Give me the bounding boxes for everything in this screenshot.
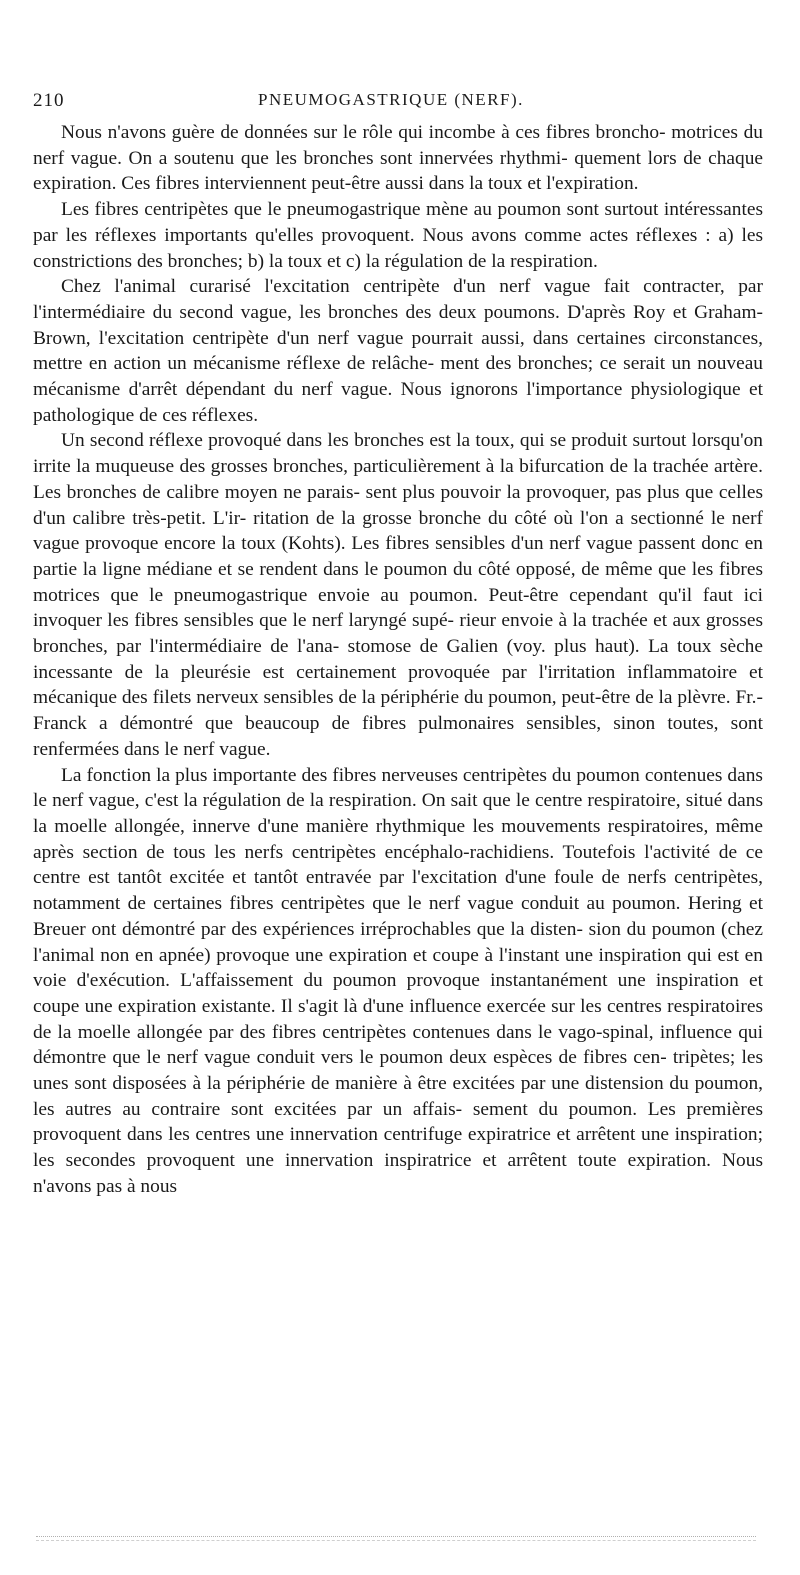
body-text bbox=[33, 120, 763, 1200]
text-line: le centre respiratoire, situé dans la moelle allongée, innerve d'une manière bbox=[33, 790, 763, 837]
text-line: ment des bronches; ce serait un nouveau mécanisme d'arrêt dépendant du nerf bbox=[33, 353, 763, 401]
text-line: sion du poumon (chez l'animal non en apnée) provoque une expiration et coupe bbox=[33, 918, 763, 966]
text-line: Chez l'animal curarisé l'excitation centripète d'un nerf vague fait contracter, bbox=[61, 276, 739, 298]
text-line: motrices du nerf vague. On a soutenu que les bronches sont innervées rhythmi- bbox=[33, 122, 763, 169]
text-line: Hering et Breuer ont démontré par des expériences irréprochables que la disten- bbox=[33, 893, 764, 940]
text-line: actes réflexes : a) les constrictions des bronches; b) la toux et c) la régulation bbox=[33, 224, 763, 272]
text-line: provoque instantanément une inspiration et coupe une expiration existante. Il bbox=[33, 970, 763, 1017]
text-line: notamment de certaines fibres centripètes que le nerf vague conduit au poumon. bbox=[33, 893, 688, 915]
text-line: la bifurcation de la trachée artère. Les bronches de calibre moyen ne parais- bbox=[33, 456, 763, 503]
text-line: vague. Nous ignorons l'importance physiologique et pathologique de ces bbox=[33, 379, 763, 426]
text-line: s'agit là d'une influence exercée sur les centres respiratoires de la moelle bbox=[33, 995, 763, 1043]
text-line: certainement provoquée par l'irritation inflammatoire et mécanique des filets bbox=[33, 661, 763, 709]
text-line: nerveux sensibles de la périphérie du poumon, peut-être de la plèvre. Fr.-Franck bbox=[33, 687, 763, 735]
text-line: innervation inspiratrice et arrêtent toute expiration. Nous n'avons pas à nous bbox=[33, 1150, 763, 1197]
text-line: que les fibres motrices que le pneumogastrique envoie au poumon. Peut-être bbox=[33, 558, 763, 606]
paragraph bbox=[33, 197, 763, 274]
text-line: de la respiration. bbox=[468, 250, 598, 272]
text-line: a démontré que beaucoup de fibres pulmonaires sensibles, sinon toutes, sont bbox=[98, 713, 763, 735]
text-line: sent plus pouvoir la provoquer, pas plus que celles d'un calibre très-petit. L'ir- bbox=[33, 481, 763, 529]
text-line: Roy et Graham-Brown, l'excitation centripète d'un nerf vague pourrait aussi, bbox=[33, 301, 764, 349]
document-page bbox=[33, 84, 763, 1200]
text-line: contenues dans le nerf vague, c'est la régulation de la respiration. On sait que bbox=[33, 764, 763, 812]
text-line: Nous n'avons guère de données sur le rôle qui incombe à ces fibres broncho- bbox=[61, 122, 672, 143]
text-line: rieur envoie à la trachée et aux grosses bronches, par l'intermédiaire de l'ana- bbox=[33, 610, 763, 658]
text-line: surtout lorsqu'on irrite la muqueuse des grosses bronches, particulièrement à bbox=[33, 430, 763, 478]
text-line: Les fibres centripètes que le pneumogastrique mène au poumon sont surtout bbox=[61, 199, 664, 221]
text-line: encore la toux (Kohts). Les fibres sensibles d'un nerf vague passent donc en bbox=[164, 533, 763, 555]
text-line: partie la ligne médiane et se rendent dans le poumon du côté opposé, de même bbox=[33, 558, 659, 580]
paragraph bbox=[33, 274, 763, 428]
footer-rule-secondary bbox=[36, 1540, 756, 1541]
text-line: une distension du poumon, les autres au contraire sont excitées par un affais- bbox=[33, 1073, 763, 1120]
text-line: à l'instant une inspiration qui est en voie d'exécution. L'affaissement du poumon bbox=[33, 944, 763, 992]
text-line: centripètes encéphalo-rachidiens. Toutefois l'activité de ce centre est tantôt bbox=[33, 841, 763, 889]
text-line: la toux et l'expiration. bbox=[469, 173, 639, 195]
text-line: rhythmique les mouvements respiratoires, même après section de tous les nerfs bbox=[33, 815, 763, 863]
text-line: excitée et tantôt entravée par l'excitation d'une foule de nerfs centripètes, bbox=[169, 867, 763, 889]
text-line: intéressantes par les réflexes importants qu'elles provoquent. Nous avons comme bbox=[33, 199, 763, 246]
text-line: Un second réflexe provoqué dans les bronches est la toux, qui se produit bbox=[61, 430, 633, 452]
paragraph bbox=[33, 120, 763, 197]
text-line: centrifuge expiratrice et arrêtent une inspiration; les secondes provoquent une bbox=[33, 1124, 764, 1172]
text-line: démontre que le nerf vague conduit vers le poumon deux espèces de fibres cen- bbox=[33, 1047, 673, 1069]
text-line: sement du poumon. Les premières provoquent dans les centres une innervation bbox=[33, 1098, 763, 1146]
text-line: réflexes. bbox=[191, 404, 259, 426]
footer-rule bbox=[36, 1536, 756, 1537]
text-line: renfermées dans le nerf vague. bbox=[33, 738, 271, 760]
text-line: par l'intermédiaire du second vague, les bronches des deux poumons. D'après bbox=[33, 276, 763, 323]
page-number: 210 bbox=[33, 90, 65, 111]
text-line: dans certaines circonstances, mettre en action un mécanisme réflexe de relâche- bbox=[33, 327, 763, 375]
running-title: PNEUMOGASTRIQUE (NERF). bbox=[258, 90, 524, 109]
text-line: ritation de la grosse bronche du côté où l'on a sectionné le nerf vague provoque bbox=[33, 507, 763, 555]
paragraph bbox=[33, 763, 763, 1200]
page-header bbox=[33, 84, 763, 120]
text-line: allongée par des fibres centripètes contenues dans le vago-spinal, influence qui bbox=[136, 1021, 763, 1043]
text-line: La fonction la plus importante des fibres nerveuses centripètes du poumon bbox=[61, 764, 645, 786]
text-line: quement lors de chaque expiration. Ces fibres interviennent peut-être aussi dans bbox=[33, 147, 763, 195]
text-line: cependant qu'il faut ici invoquer les fibres sensibles que le nerf laryngé supé- bbox=[33, 584, 763, 632]
paragraph bbox=[33, 428, 763, 762]
text-line: stomose de Galien (voy. plus haut). La toux sèche incessante de la pleurésie est bbox=[33, 636, 763, 683]
text-line: tripètes; les unes sont disposées à la périphérie de manière à être excitées par bbox=[33, 1047, 763, 1095]
